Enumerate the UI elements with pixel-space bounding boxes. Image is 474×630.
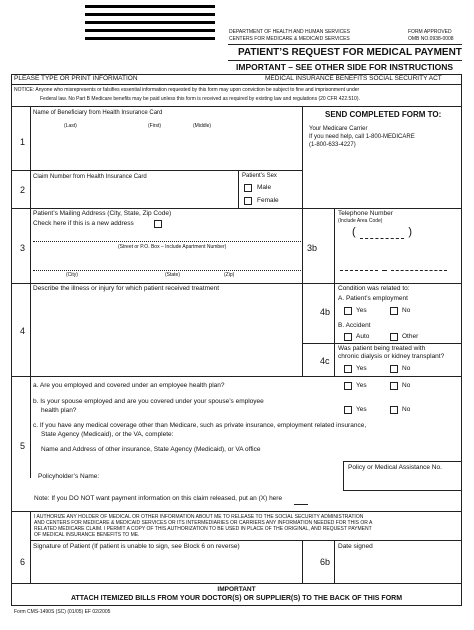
qb-yes-label: Yes: [356, 406, 367, 413]
other-insurance-label: Name and Address of other insurance, State Agency (Medicaid), or VA office: [41, 446, 261, 453]
auto-label: Auto: [356, 333, 370, 340]
other-checkbox[interactable]: [390, 333, 398, 341]
mailing-address-label: Patient’s Mailing Address (City, State, Zip Code): [33, 210, 172, 217]
new-address-checkbox[interactable]: [154, 220, 162, 228]
policyholder-field[interactable]: [100, 470, 330, 482]
area-code-field[interactable]: ( ): [352, 226, 412, 238]
illness-label: Describe the illness or injury for which patient received treatment: [33, 285, 220, 292]
patient-sex-label: Patient’s Sex: [242, 173, 277, 179]
first-name-hint: (First): [148, 123, 162, 129]
section-number-1: 1: [20, 137, 26, 147]
beneficiary-name-label: Name of Beneficiary from Health Insurance Card: [33, 110, 163, 116]
important-text: ATTACH ITEMIZED BILLS FROM YOUR DOCTOR(S) OR SUPPLIER(S) TO THE BACK OF THIS FORM: [70, 595, 403, 602]
section-number-4: 4: [20, 326, 26, 336]
condition-label: Condition was related to:: [338, 285, 410, 292]
policyholder-label: Policyholder’s Name:: [38, 473, 100, 480]
beneficiary-name-field[interactable]: [33, 130, 298, 160]
dialysis-no-checkbox[interactable]: [390, 365, 398, 373]
dialysis-yes-checkbox[interactable]: [344, 365, 352, 373]
employment-yes-checkbox[interactable]: [344, 307, 352, 315]
signature-label: Signature of Patient (If patient is unable to sign, see Block 6 on reverse): [33, 543, 240, 550]
phone-number-field[interactable]: [340, 262, 452, 272]
claim-number-label: Claim Number from Health Insurance Card: [33, 174, 147, 180]
authorize-line-3: RELATED MEDICARE CLAIM. I PERMIT A COPY OF THIS AUTHORIZATION TO BE USED IN PLACE OF THE ORIGINAL, AND REQUEST PAYMENT: [34, 526, 372, 532]
dialysis-line-1: Was patient being treated with: [338, 345, 426, 352]
section-number-6b: 6b: [320, 557, 331, 567]
release-x-field[interactable]: [294, 494, 308, 505]
section-number-3b: 3b: [307, 243, 318, 253]
street-hint: (Street or P.O. Box – Include Apartment Number): [118, 244, 227, 250]
header-bar: [85, 37, 215, 40]
other-label: Other: [402, 333, 419, 340]
send-line-1: Your Medicare Carrier: [309, 126, 368, 132]
question-a: a. Are you employed and covered under an employee health plan?: [33, 382, 225, 389]
male-label: Male: [257, 184, 272, 191]
qa-no-label: No: [402, 382, 411, 389]
header-bar: [85, 21, 215, 24]
section-number-3: 3: [20, 243, 26, 253]
street-field[interactable]: [33, 230, 301, 242]
female-label: Female: [257, 197, 279, 204]
notice-line-1: NOTICE: Anyone who misrepresents or falsifies essential information requested by this form may upon conviction be subject to fine and imprisonment under: [14, 87, 360, 93]
question-c-line-1: c. If you have any medical coverage other than Medicare, such as private insurance, employment related insurance,: [33, 422, 367, 429]
dept-line-2: CENTERS FOR MEDICARE & MEDICAID SERVICES: [229, 36, 350, 42]
female-checkbox[interactable]: [244, 197, 252, 205]
dept-line-1: DEPARTMENT OF HEALTH AND HUMAN SERVICES: [229, 29, 350, 35]
form-title: PATIENT’S REQUEST FOR MEDICAL PAYMENT: [238, 47, 462, 58]
qa-no-checkbox[interactable]: [390, 382, 398, 390]
authorize-line-4: OF MEDICAL INSURANCE BENEFITS TO ME.: [34, 532, 140, 538]
send-title: SEND COMPLETED FORM TO:: [325, 110, 442, 119]
qa-yes-label: Yes: [356, 382, 367, 389]
form-id: Form CMS-1490S (SC) (01/05) EF 02/2005: [14, 609, 111, 615]
employment-label: A. Patient’s employment: [338, 295, 408, 302]
omb-number: OMB NO.0938-0008: [408, 36, 454, 42]
employment-yes-label: Yes: [356, 307, 367, 314]
dialysis-line-2: chronic dialysis or kidney transplant?: [338, 353, 445, 360]
form-subtitle: IMPORTANT – SEE OTHER SIDE FOR INSTRUCTIONS: [236, 62, 454, 72]
state-hint: (State): [165, 272, 181, 278]
question-b-line-2: health plan?: [41, 407, 77, 414]
telephone-label: Telephone Number: [338, 210, 393, 217]
dialysis-no-label: No: [402, 365, 411, 372]
send-line-2: If you need help, call 1-800-MEDICARE: [309, 134, 415, 140]
date-signed-field[interactable]: [338, 553, 458, 581]
signature-field[interactable]: [33, 553, 301, 581]
accident-label: B. Accident: [338, 322, 371, 329]
header-bar: [85, 5, 215, 8]
illness-field[interactable]: [33, 296, 301, 376]
male-checkbox[interactable]: [244, 184, 252, 192]
section-number-2: 2: [20, 185, 26, 195]
question-c-line-2: State Agency (Medicaid), or the VA, complete:: [41, 431, 174, 438]
auto-checkbox[interactable]: [344, 333, 352, 341]
section-number-5: 5: [20, 441, 26, 451]
header-bar: [85, 29, 215, 32]
city-state-zip-field[interactable]: [33, 258, 301, 270]
act-label: MEDICAL INSURANCE BENEFITS SOCIAL SECURITY ACT: [265, 75, 442, 82]
new-address-label: Check here if this is a new address: [33, 220, 134, 227]
qb-no-checkbox[interactable]: [390, 406, 398, 414]
qb-no-label: No: [402, 406, 411, 413]
form-approved: FORM APPROVED: [408, 29, 452, 35]
employment-no-checkbox[interactable]: [390, 307, 398, 315]
authorize-line-2: AND CENTERS FOR MEDICARE & MEDICAID SERVICES OR ITS INTERMEDIARIES OR CARRIERS ANY INFORMATION NEEDED FOR THIS OR A: [34, 520, 373, 526]
release-note: Note: If you DO NOT want payment information on this claim released, put an (X) here: [34, 495, 283, 502]
other-insurance-field[interactable]: [41, 455, 331, 469]
authorize-line-1: I AUTHORIZE ANY HOLDER OF MEDICAL OR OTHER INFORMATION ABOUT ME TO RELEASE TO THE SOCIAL SECURITY ADMINISTRATION: [34, 514, 364, 520]
send-line-3: (1-800-633-4227): [309, 142, 356, 148]
dialysis-yes-label: Yes: [356, 365, 367, 372]
section-number-4b: 4b: [320, 307, 331, 317]
section-number-4c: 4c: [320, 356, 330, 366]
qa-yes-checkbox[interactable]: [344, 382, 352, 390]
employment-no-label: No: [402, 307, 411, 314]
header-bar: [85, 13, 215, 16]
city-hint: (City): [66, 272, 78, 278]
claim-number-field[interactable]: [33, 182, 233, 204]
question-b-line-1: b. Is your spouse employed and are you covered under your spouse’s employee: [33, 398, 264, 405]
qb-yes-checkbox[interactable]: [344, 406, 352, 414]
important-title: IMPORTANT: [217, 586, 256, 593]
middle-name-hint: (Middle): [193, 123, 212, 129]
date-signed-label: Date signed: [338, 543, 373, 550]
notice-line-2: Federal law. No Part B Medicare benefits may be paid unless this form is received as required by existing law and regulations (20 CFR 422.510).: [40, 96, 360, 102]
please-type: PLEASE TYPE OR PRINT INFORMATION: [14, 75, 138, 82]
zip-hint: (Zip): [224, 272, 235, 278]
last-name-hint: (Last): [64, 123, 77, 129]
section-number-6: 6: [20, 557, 26, 567]
telephone-hint: (Include Area Code): [338, 218, 383, 224]
policy-number-label: Policy or Medical Assistance No.: [348, 464, 442, 471]
